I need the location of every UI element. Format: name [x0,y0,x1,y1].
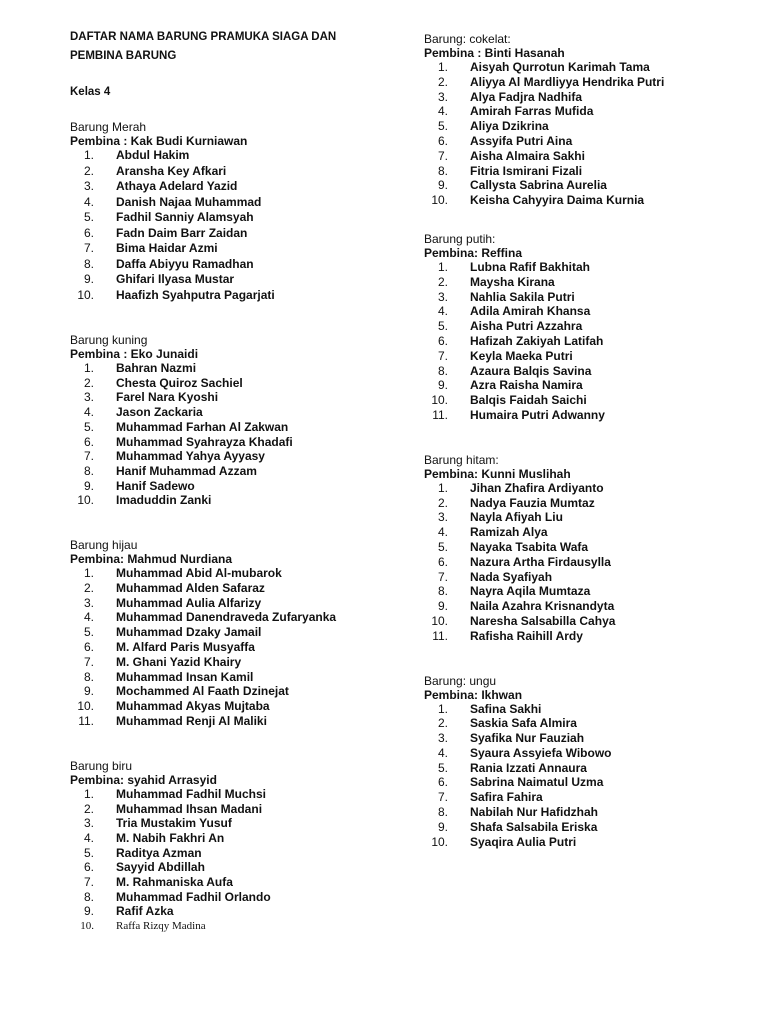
list-item [70,148,400,164]
list-number: 5. [83,419,94,434]
list-item [70,226,400,242]
list-item [424,731,754,746]
list-number: 9. [437,378,448,393]
member-list [70,787,400,934]
member-name: Azra Raisha Namira [470,378,583,393]
list-number: 4. [83,610,94,625]
member-name: Muhammad Fadhil Orlando [116,889,271,904]
list-number: 8. [437,363,448,378]
member-name: Raffa Rizqy Madina [116,920,206,933]
member-name: Fadhil Sanniy Alamsyah [116,210,254,224]
list-number: 9. [83,478,94,493]
pembina-label: Pembina: syahid Arrasyid [70,772,217,787]
member-name: Syaura Assyiefa Wibowo [470,745,612,760]
list-number: 3. [83,390,94,405]
member-name: Nayaka Tsabita Wafa [470,539,589,554]
list-number: 8. [83,256,94,271]
list-number: 6. [83,434,94,449]
list-item [424,775,754,790]
pembina-label: Pembina: Ikhwan [424,687,523,702]
list-item [424,90,754,105]
member-name: Naila Azahra Krisnandyta [470,599,615,614]
member-list [70,148,400,303]
list-number: 8. [83,889,94,904]
list-item [424,149,754,164]
member-name: Safina Sakhi [470,701,542,716]
list-item [70,699,400,714]
member-name: Aliyya Al Mardliyya Hendrika Putri [470,74,665,89]
list-item [424,702,754,717]
list-number: 5. [437,539,448,554]
member-name: Hanif Sadewo [116,478,195,493]
list-item [424,525,754,540]
member-name: Haafizh Syahputra Pagarjati [116,287,275,302]
member-list [70,566,400,729]
list-number: 9. [83,272,94,286]
group-name: Barung putih: [424,231,496,246]
list-item [70,288,400,304]
pembina-label: Pembina: Kunni Muslihah [424,466,571,481]
list-number: 10. [77,699,94,714]
list-item [424,510,754,525]
list-item [70,846,400,861]
member-name: Jihan Zhafira Ardiyanto [470,480,604,495]
list-item [424,334,754,349]
list-item [70,210,400,226]
list-number: 9. [437,819,448,834]
list-item [424,290,754,305]
member-name: Muhammad Fadhil Muchsi [116,786,267,801]
list-number: 10. [77,287,94,302]
member-list [424,60,754,208]
list-item [424,304,754,319]
member-name: Muhammad Akyas Mujtaba [116,699,270,714]
member-name: Aransha Key Afkari [116,163,227,178]
member-list [424,260,754,423]
member-name: Aliya Dzikrina [470,119,549,134]
list-number: 1. [437,60,448,74]
list-number: 1. [437,480,448,495]
member-name: Azaura Balqis Savina [470,363,592,378]
list-item [424,319,754,334]
member-name: Chesta Quiroz Sachiel [116,375,243,390]
list-number: 5. [437,760,448,775]
pembina-label: Pembina : Kak Budi Kurniawan [70,134,248,148]
list-number: 3. [437,510,448,525]
list-item [424,164,754,179]
list-number: 10. [77,493,94,508]
member-list [424,702,754,850]
list-number: 3. [83,179,94,193]
list-number: 5. [83,625,94,640]
list-item [424,275,754,290]
member-name: Muhammad Alden Safaraz [116,580,265,595]
member-name: M. Nabih Fakhri An [116,830,225,845]
list-number: 9. [437,599,448,614]
member-name: Nayla Afiyah Liu [470,510,563,525]
list-item [70,195,400,211]
list-item [70,241,400,257]
list-item [70,566,400,581]
member-name: Muhammad Danendraveda Zufaryanka [116,610,337,625]
list-number: 6. [437,554,448,569]
list-number: 1. [83,361,94,375]
member-name: Lubna Rafif Bakhitah [470,259,591,274]
member-name: Farel Nara Kyoshi [116,390,219,405]
title-line-2: PEMBINA BARUNG [70,50,177,62]
member-name: Keyla Maeka Putri [470,348,573,363]
list-item [70,875,400,890]
member-name: Mochammed Al Faath Dzinejat [116,684,289,699]
list-item [424,60,754,75]
list-item [70,405,400,420]
group-name: Barung kuning [70,333,148,347]
class-label: Kelas 4 [70,86,111,98]
list-number: 6. [83,860,94,875]
member-name: Humaira Putri Adwanny [470,407,605,422]
list-number: 9. [437,178,448,193]
list-item [70,655,400,670]
list-item [424,716,754,731]
list-number: 9. [83,904,94,919]
list-number: 9. [83,684,94,699]
list-number: 1. [83,148,94,162]
member-name: Saskia Safa Almira [470,716,577,731]
list-item [70,831,400,846]
group-barung-biru [70,759,400,934]
list-number: 11. [432,628,448,643]
group-name: Barung biru [70,758,133,773]
member-name: Hanif Muhammad Azzam [116,463,257,478]
member-name: Rafisha Raihill Ardy [470,628,583,643]
list-number: 10. [431,393,448,408]
list-item [424,119,754,134]
list-item [424,761,754,776]
list-item [70,919,400,934]
member-name: Aisha Putri Azzahra [470,319,583,334]
member-name: Abdul Hakim [116,148,190,162]
list-number: 10. [431,834,448,849]
list-item [70,904,400,919]
list-item [424,805,754,820]
list-item [70,625,400,640]
member-name: Keisha Cahyyira Daima Kurnia [470,193,645,208]
member-name: Muhammad Yahya Ayyasy [116,449,265,464]
member-list [424,481,754,644]
group-barung-putih [424,232,754,423]
list-item [70,257,400,273]
list-number: 5. [437,319,448,334]
member-name: Safira Fahira [470,790,543,805]
list-number: 2. [437,716,448,731]
member-name: Nada Syafiyah [470,569,553,584]
group-barung-cokelat [424,32,754,208]
list-number: 2. [437,274,448,289]
list-item [70,640,400,655]
member-name: Daffa Abiyyu Ramadhan [116,256,254,271]
list-item [424,193,754,208]
member-name: Shafa Salsabila Eriska [470,819,598,834]
list-number: 7. [83,449,94,464]
list-item [70,361,400,376]
list-item [424,496,754,511]
member-name: Muhammad Renji Al Maliki [116,714,267,728]
member-name: Muhammad Insan Kamil [116,669,254,684]
list-number: 2. [83,163,94,178]
member-name: Ramizah Alya [470,525,548,540]
list-item [70,684,400,699]
list-item [70,890,400,905]
list-item [424,555,754,570]
member-name: Naresha Salsabilla Cahya [470,613,616,628]
member-name: Callysta Sabrina Aurelia [470,178,607,193]
list-item [70,860,400,875]
list-item [424,393,754,408]
list-item [424,835,754,850]
list-item [424,481,754,496]
list-number: 1. [83,566,94,581]
member-name: Bima Haidar Azmi [116,241,218,255]
list-item [70,449,400,464]
right-column [424,0,754,849]
list-number: 6. [83,640,94,655]
member-name: Syafika Nur Fauziah [470,731,585,746]
list-number: 1. [83,786,94,801]
list-number: 6. [437,775,448,790]
list-number: 4. [83,830,94,845]
list-number: 3. [83,595,94,610]
list-item [424,364,754,379]
list-item [70,816,400,831]
member-name: Tria Mustakim Yusuf [116,816,232,831]
list-item [424,378,754,393]
list-item [70,610,400,625]
list-item [424,629,754,644]
list-number: 6. [437,133,448,148]
list-item [424,746,754,761]
member-name: Ghifari Ilyasa Mustar [116,272,235,286]
document-title [70,28,400,66]
group-name: Barung hijau [70,538,138,553]
list-number: 8. [83,463,94,478]
left-column [70,0,400,934]
list-item [70,787,400,802]
list-number: 4. [437,304,448,319]
member-name: Nayra Aqila Mumtaza [470,584,591,599]
list-number: 3. [437,89,448,104]
list-number: 7. [83,654,94,669]
list-item [424,349,754,364]
list-number: 8. [437,805,448,820]
list-item [424,790,754,805]
member-name: Sabrina Naimatul Uzma [470,775,604,790]
list-item [424,540,754,555]
list-item [70,493,400,508]
member-name: Athaya Adelard Yazid [116,179,238,193]
list-item [70,420,400,435]
group-name: Barung hitam: [424,452,499,467]
list-item [70,272,400,288]
list-number: 7. [83,875,94,890]
list-item [424,408,754,423]
list-number: 4. [437,525,448,540]
list-number: 6. [437,333,448,348]
group-name: Barung: cokelat: [424,32,511,46]
member-name: Muhammad Syahrayza Khadafi [116,434,293,449]
list-item [424,104,754,119]
list-item [70,596,400,611]
member-name: Raditya Azman [116,845,202,860]
list-item [424,178,754,193]
member-name: Rania Izzati Annaura [470,760,587,775]
member-name: Nazura Artha Firdausylla [470,554,611,569]
list-number: 3. [437,731,448,746]
list-item [70,179,400,195]
list-item [70,464,400,479]
member-name: M. Rahmaniska Aufa [116,875,233,890]
group-barung-merah [70,120,400,303]
list-number: 10. [80,920,94,933]
list-number: 4. [83,405,94,420]
member-name: Assyifa Putri Aina [470,133,573,148]
list-item [424,584,754,599]
list-item [424,820,754,835]
list-number: 7. [83,241,94,255]
member-name: Danish Najaa Muhammad [116,194,262,209]
member-name: Adila Amirah Khansa [470,304,591,319]
list-number: 1. [437,259,448,274]
list-number: 2. [83,580,94,595]
group-barung-kuning [70,333,400,508]
list-number: 2. [83,375,94,390]
member-name: Fadn Daim Barr Zaidan [116,225,248,240]
member-name: Nabilah Nur Hafidzhah [470,805,599,820]
list-item [424,599,754,614]
list-number: 1. [437,701,448,716]
list-item [424,75,754,90]
pembina-label: Pembina: Reffina [424,245,523,260]
list-number: 7. [437,790,448,805]
title-line-1: DAFTAR NAMA BARUNG PRAMUKA SIAGA DAN [70,31,337,43]
member-list [70,361,400,508]
member-name: Muhammad Farhan Al Zakwan [116,419,289,434]
list-number: 5. [83,210,94,224]
pembina-label: Pembina : Eko Junaidi [70,347,199,361]
member-name: Amirah Farras Mufida [470,104,594,119]
group-name: Barung Merah [70,120,147,134]
member-name: Bahran Nazmi [116,361,197,375]
list-number: 7. [437,348,448,363]
member-name: Sayyid Abdillah [116,860,205,875]
list-item [424,614,754,629]
list-number: 10. [431,613,448,628]
list-number: 8. [437,584,448,599]
member-name: Muhammad Dzaky Jamail [116,625,262,640]
list-number: 10. [431,193,448,208]
group-barung-hijau [70,538,400,729]
member-name: Jason Zackaria [116,405,203,420]
member-name: M. Alfard Paris Musyaffa [116,640,255,655]
list-item [70,670,400,685]
list-item [70,435,400,450]
list-item [70,390,400,405]
member-name: Hafizah Zakiyah Latifah [470,333,604,348]
list-item [424,260,754,275]
list-number: 2. [437,74,448,89]
list-number: 4. [437,104,448,119]
list-number: 3. [437,289,448,304]
member-name: Balqis Faidah Saichi [470,393,587,408]
member-name: Aisyah Qurrotun Karimah Tama [470,60,650,74]
member-name: Syaqira Aulia Putri [470,834,577,849]
list-number: 5. [437,119,448,134]
list-number: 8. [83,669,94,684]
list-number: 3. [83,816,94,831]
list-number: 11. [78,714,94,728]
list-number: 11. [432,407,448,422]
member-name: Muhammad Aulia Alfarizy [116,595,262,610]
member-name: Rafif Azka [116,904,174,919]
list-number: 5. [83,845,94,860]
list-number: 7. [437,148,448,163]
list-item [70,376,400,391]
list-item [424,570,754,585]
list-number: 8. [437,163,448,178]
pembina-label: Pembina : Binti Hasanah [424,46,565,60]
pembina-label: Pembina: Mahmud Nurdiana [70,552,233,567]
member-name: Maysha Kirana [470,274,555,289]
member-name: Fitria Ismirani Fizali [470,163,583,178]
list-item [70,581,400,596]
list-number: 2. [437,495,448,510]
group-barung-ungu [424,674,754,850]
group-name: Barung: ungu [424,673,497,688]
list-number: 4. [437,745,448,760]
member-name: M. Ghani Yazid Khairy [116,654,242,669]
list-number: 7. [437,569,448,584]
group-barung-hitam [424,453,754,644]
list-number: 6. [83,225,94,240]
member-name: Alya Fadjra Nadhifa [470,89,583,104]
member-name: Nahlia Sakila Putri [470,289,575,304]
member-name: Nadya Fauzia Mumtaz [470,495,595,510]
list-item [70,479,400,494]
list-item [70,802,400,817]
member-name: Aisha Almaira Sakhi [470,148,585,163]
list-item [70,164,400,180]
list-item [424,134,754,149]
list-number: 4. [83,194,94,209]
member-name: Muhammad Abid Al-mubarok [116,566,282,581]
member-name: Imaduddin Zanki [116,493,212,508]
member-name: Muhammad Ihsan Madani [116,801,263,816]
list-item [70,714,400,729]
list-number: 2. [83,801,94,816]
